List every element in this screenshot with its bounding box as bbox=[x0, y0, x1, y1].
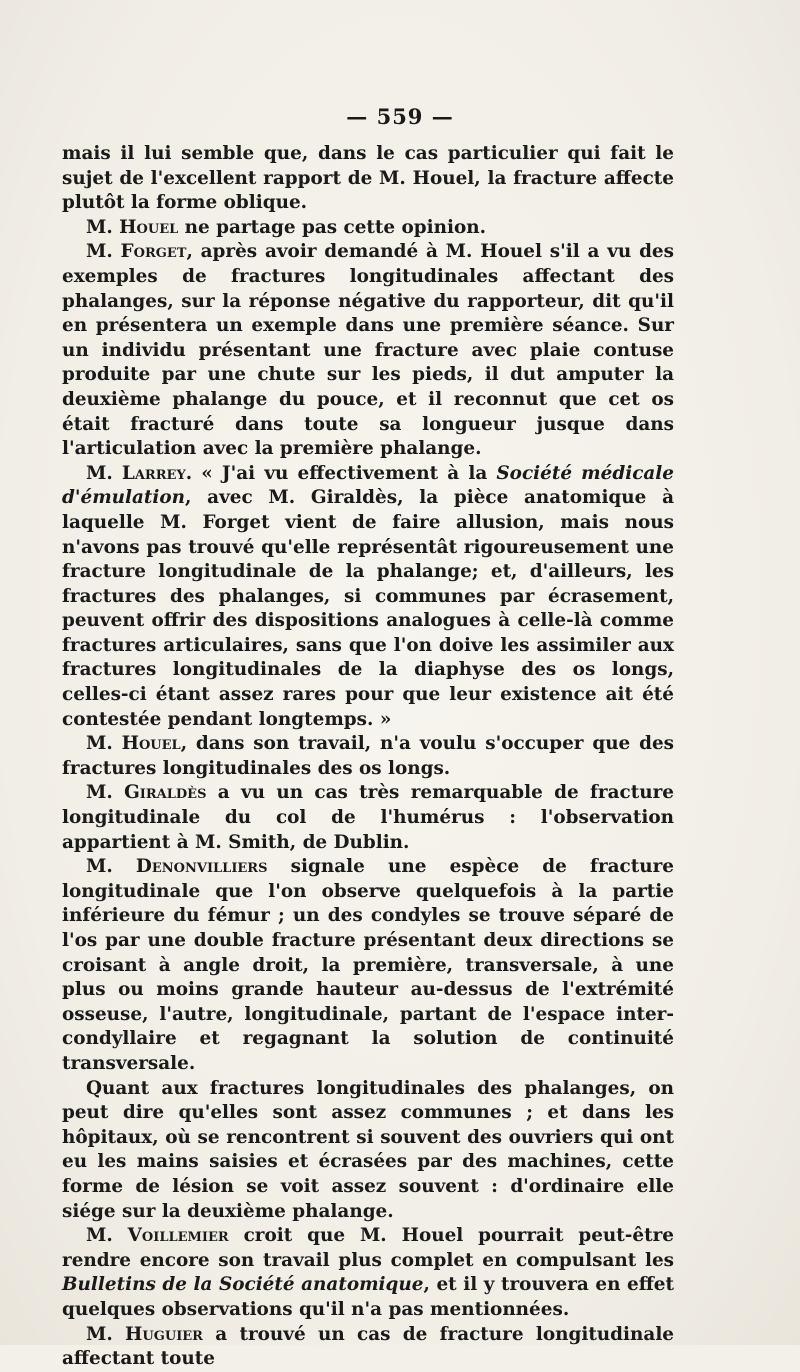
paragraph-text: . « J'ai vu effectivement à la bbox=[185, 462, 497, 484]
paragraph-text: , après avoir demandé à M. Houel s'il a vu des exemples de fractures longitudinales affectant des phalanges, sur la réponse négative du rapporteur, dit qu'il en présentera un exemple dans une première séance. Sur un individu présentant une fracture avec plaie contuse produite par une chute sur les pieds, il dut amputer la deuxième phalange du pouce, et il reconnut que cet os était fracturé dans toute sa longueur jusque dans l'articulation avec la première phalange. bbox=[62, 241, 674, 460]
paragraph-text: signale une espèce de fracture longitudinale que l'on observe quelquefois à la partie inférieure du fémur ; un des condyles se trouve séparé de l'os par une double fracture présentant deux directions se croisant à angle droit, la première, transversale, à une plus ou moins grande hauteur au-dessus de l'extrémité osseuse, l'autre, longitudinale, partant de l'espace inter-condyllaire et regagnant la solution de continuité transversale. bbox=[62, 856, 675, 1074]
page-number: — 559 — bbox=[346, 104, 454, 129]
paragraph-text: croit que M. Houel pourrait peut-être rendre encore son travail plus complet en compulsant les bbox=[62, 1225, 674, 1271]
paragraph-continuation bbox=[62, 142, 674, 216]
paragraph-voillemier bbox=[62, 1224, 674, 1322]
speaker-name: M. Larrey bbox=[86, 462, 186, 484]
paragraph-text: , avec M. Giraldès, la pièce anatomique à laquelle M. Forget vient de faire allusion, mais nous n'avons pas trouvé qu'elle représentât rigoureusement une fracture longitudinale de la phalange; et, d'ailleurs, les fractures des phalanges, si communes par écrasement, peuvent offrir des dispositions analogues à celle-là comme fractures articulaires, sans que l'on doive les assimiler aux fractures longitudinales de la diaphyse des os longs, celles-ci étant assez rares pour que leur existence ait été contestée pendant longtemps. » bbox=[62, 487, 674, 730]
speaker-name: M. Forget bbox=[86, 241, 187, 263]
paragraph-denonvilliers bbox=[62, 855, 674, 1076]
paragraph-larrey bbox=[62, 462, 674, 733]
paragraph-houel-2 bbox=[62, 732, 674, 781]
paragraph-text: mais il lui semble que, dans le cas particulier qui fait le sujet de l'excellent rapport de M. Houel, la fracture affecte plutôt la forme oblique. bbox=[62, 143, 674, 214]
body-text bbox=[62, 142, 674, 1372]
paragraph-phalanges bbox=[62, 1077, 674, 1225]
paragraph-giraldes bbox=[62, 781, 674, 855]
paragraph-text: ne partage pas cette opinion. bbox=[178, 216, 486, 238]
italic-title: Société médicale d'émulation bbox=[62, 462, 674, 509]
paragraph-text: , et il y trouvera en effet quelques observations qu'il n'a pas mentionnées. bbox=[62, 1274, 674, 1320]
speaker-name: M. Giraldès bbox=[86, 782, 207, 804]
paragraph-text: , dans son travail, n'a voulu s'occuper que des fractures longitudinales des os longs. bbox=[62, 733, 675, 779]
paragraph-huguier bbox=[62, 1323, 674, 1372]
paragraph-text: a vu un cas très remarquable de fracture longitudinale du col de l'humérus : l'observation appartient à M. Smith, de Dublin. bbox=[62, 782, 674, 853]
italic-title: Bulletins de la Société anatomique bbox=[62, 1274, 424, 1296]
speaker-name: M. Houel bbox=[86, 733, 181, 755]
speaker-name: M. Denonvilliers bbox=[86, 856, 268, 878]
paragraph-text: a trouvé un cas de fracture longitudinale affectant toute bbox=[62, 1323, 675, 1370]
paragraph-houel-1 bbox=[62, 216, 674, 241]
speaker-name: M. Huguier bbox=[86, 1323, 203, 1345]
speaker-name: M. Houel bbox=[86, 216, 179, 238]
paragraph-text: Quant aux fractures longitudinales des phalanges, on peut dire qu'elles sont assez communes ; et dans les hôpitaux, où se rencontrent si souvent des ouvriers qui ont eu les mains saisies et écrasées par des machines, cette forme de lésion se voit assez souvent : d'ordinaire elle siége sur la deuxième phalange. bbox=[62, 1077, 674, 1222]
paragraph-forget bbox=[62, 240, 674, 461]
speaker-name: M. Voillemier bbox=[86, 1225, 229, 1247]
